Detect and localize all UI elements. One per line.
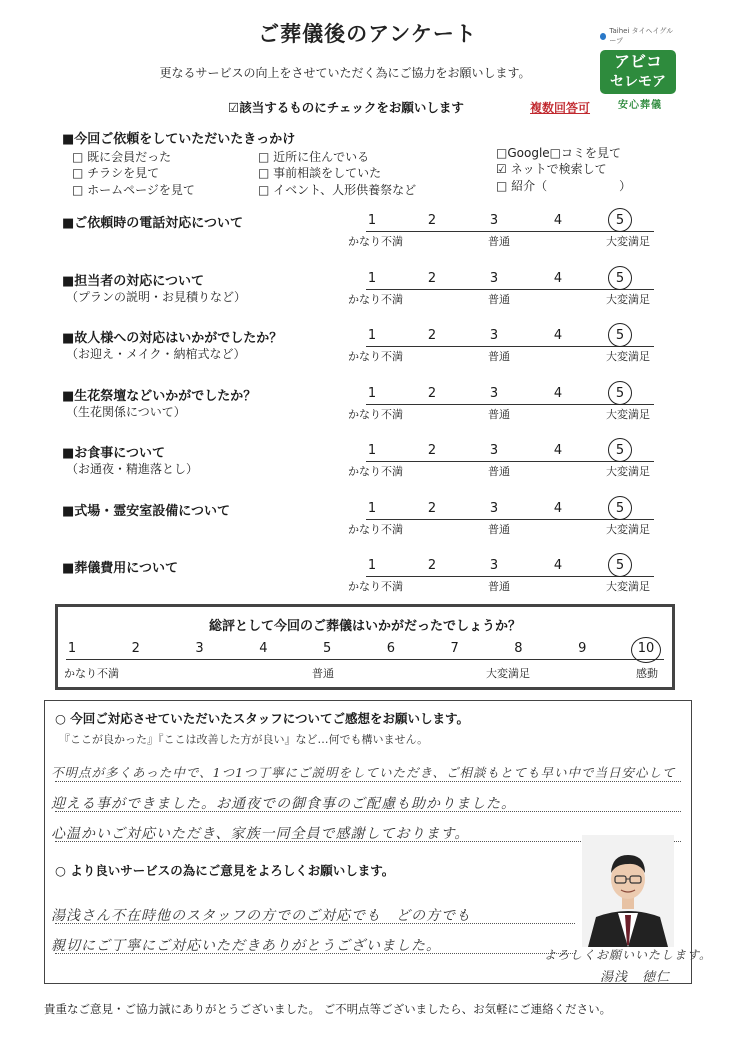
question-heading: ■故人様への対応はいかがでしたか？ (62, 331, 283, 346)
question-heading: ■生花祭壇などいかがでしたか？ (62, 389, 257, 404)
scale-option-1[interactable]: 1 (367, 501, 377, 516)
scale-label-low: かなり不満 (348, 523, 403, 536)
scale-option-5[interactable]: 5 (615, 271, 625, 286)
overall-option-5[interactable]: 5 (322, 641, 332, 656)
scale-option-5[interactable]: 5 (615, 443, 625, 458)
scale-line (366, 519, 654, 520)
logo-line-2: セレモア (610, 74, 666, 90)
scale-option-5[interactable]: 5 (615, 558, 625, 573)
staff-comment-line-1: 不明点が多くあった中で、1つ1つ丁寧にご説明をしていただき、ご相談もとても早い中で当日安心して (51, 765, 676, 780)
option-consult[interactable]: □ 事前相談をしていた (258, 166, 382, 180)
scale-option-4[interactable]: 4 (553, 328, 563, 343)
staff-photo (582, 835, 674, 947)
option-google[interactable]: □Google□コミを見て (496, 146, 621, 160)
scale-option-3[interactable]: 3 (489, 501, 499, 516)
scale-option-4[interactable]: 4 (553, 386, 563, 401)
scale-option-1[interactable]: 1 (367, 558, 377, 573)
question-subheading: （生花関係について） (66, 405, 186, 419)
scale-label-low: かなり不満 (348, 408, 403, 421)
signature-name: 湯浅 徳仁 (600, 970, 671, 985)
selected-circle (608, 438, 632, 462)
scale-option-4[interactable]: 4 (553, 558, 563, 573)
option-flyer[interactable]: □ チラシを見て (72, 166, 160, 180)
scale-label-mid: 普通 (488, 293, 510, 306)
overall-label-mid: 普通 (312, 667, 334, 680)
overall-option-1[interactable]: 1 (67, 641, 77, 656)
scale-option-2[interactable]: 2 (427, 328, 437, 343)
overall-option-10[interactable]: 10 (637, 641, 655, 656)
option-net-search[interactable]: ☑ ネットで検索して (496, 162, 607, 176)
scale-option-5[interactable]: 5 (615, 501, 625, 516)
scale-option-3[interactable]: 3 (489, 386, 499, 401)
scale-option-1[interactable]: 1 (367, 271, 377, 286)
scale-option-1[interactable]: 1 (367, 328, 377, 343)
selected-circle (608, 323, 632, 347)
scale-label-high: 大変満足 (606, 235, 650, 248)
question-subheading: （プランの説明・お見積りなど） (66, 290, 247, 304)
option-homepage[interactable]: □ ホームページを見て (72, 183, 195, 197)
scale-option-5[interactable]: 5 (615, 213, 625, 228)
scale-option-5[interactable]: 5 (615, 328, 625, 343)
scale-line (366, 231, 654, 232)
scale-label-low: かなり不満 (348, 293, 403, 306)
selected-circle (608, 208, 632, 232)
scale-label-low: かなり不満 (348, 350, 403, 363)
overall-title: 総評として今回のご葬儀はいかがだったでしょうか？ (208, 619, 521, 634)
overall-scale-line (66, 659, 664, 660)
scale-label-mid: 普通 (488, 235, 510, 248)
selected-circle (608, 381, 632, 405)
overall-option-6[interactable]: 6 (386, 641, 396, 656)
scale-option-3[interactable]: 3 (489, 328, 499, 343)
scale-label-high: 大変満足 (606, 523, 650, 536)
question-heading: ■担当者の対応について (62, 274, 205, 289)
overall-option-7[interactable]: 7 (450, 641, 459, 656)
scale-label-low: かなり不満 (348, 465, 403, 478)
scale-label-mid: 普通 (488, 408, 510, 421)
scale-option-2[interactable]: 2 (427, 443, 437, 458)
selected-circle (608, 266, 632, 290)
staff-comment-line-3: 心温かいご対応いただき、家族一同全員で感謝しております。 (51, 826, 470, 842)
option-member[interactable]: □ 既に会員だった (72, 150, 172, 164)
scale-option-2[interactable]: 2 (427, 213, 437, 228)
overall-label-low: かなり不満 (64, 667, 119, 680)
scale-option-4[interactable]: 4 (553, 443, 563, 458)
scale-option-4[interactable]: 4 (553, 213, 563, 228)
overall-selected-circle (631, 637, 661, 663)
scale-option-3[interactable]: 3 (489, 271, 499, 286)
scale-label-high: 大変満足 (606, 465, 650, 478)
scale-option-1[interactable]: 1 (367, 386, 377, 401)
opinion-line-2: 親切にご丁寧にご対応いただきありがとうございました。 (51, 938, 441, 954)
scale-label-low: かなり不満 (348, 580, 403, 593)
footer-note: 貴重なご意見・ご協力誠にありがとうございました。 ご不明点等ございましたら、お気軽にご連絡ください。 (44, 1002, 612, 1016)
question-subheading: （お迎え・メイク・納棺式など） (66, 347, 246, 361)
dotted-line (55, 781, 681, 782)
scale-option-2[interactable]: 2 (427, 558, 437, 573)
question-heading: ■葬儀費用について (62, 561, 179, 576)
group-dot-icon (600, 33, 606, 40)
check-instruction: ☑該当するものにチェックをお願いします (228, 100, 464, 115)
logo-line-1: アビコ (613, 52, 662, 71)
scale-option-3[interactable]: 3 (489, 213, 499, 228)
scale-option-1[interactable]: 1 (367, 443, 377, 458)
question-heading: ■式場・霊安室設備について (62, 504, 231, 519)
staff-hint: 『ここが良かった』『ここは改善した方が良い』など…何でも構いません。 (59, 733, 429, 746)
reason-heading: ■今回ご依頼をしていただいたきっかけ (62, 132, 296, 147)
overall-label-high: 大変満足 (486, 667, 530, 680)
scale-line (366, 346, 654, 347)
question-heading: ■ご依頼時の電話対応について (62, 216, 244, 231)
scale-label-high: 大変満足 (606, 350, 650, 363)
signature-greeting: よろしくお願いいたします。 (544, 948, 713, 962)
scale-label-high: 大変満足 (606, 293, 650, 306)
scale-label-mid: 普通 (488, 580, 510, 593)
selected-circle (608, 553, 632, 577)
selected-circle (608, 496, 632, 520)
scale-option-4[interactable]: 4 (553, 501, 563, 516)
staff-heading: ○ 今回ご対応させていただいたスタッフについてご感想をお願いします。 (55, 711, 470, 726)
question-heading: ■お食事について (62, 446, 166, 461)
overall-option-8[interactable]: 8 (514, 641, 523, 656)
scale-option-3[interactable]: 3 (489, 443, 499, 458)
scale-line (366, 461, 654, 462)
scale-option-2[interactable]: 2 (427, 271, 437, 286)
company-logo (600, 26, 680, 111)
option-referral[interactable]: □ 紹介（ ） (496, 179, 632, 193)
scale-line (366, 289, 654, 290)
staff-comment-line-2: 迎える事ができました。お通夜での御食事のご配慮も助かりました。 (51, 796, 516, 812)
scale-option-2[interactable]: 2 (427, 501, 437, 516)
overall-box (55, 604, 675, 690)
page-subtitle: 更なるサービスの向上をさせていただく為にご協力をお願いします。 (159, 66, 531, 80)
scale-label-high: 大変満足 (606, 580, 650, 593)
scale-option-2[interactable]: 2 (427, 386, 437, 401)
option-event[interactable]: □ イベント、人形供養祭など (258, 183, 417, 197)
question-subheading: （お通夜・精進落とし） (66, 462, 199, 476)
scale-line (366, 404, 654, 405)
opinion-line-1: 湯浅さん不在時他のスタッフの方でのご対応でも どの方でも (51, 908, 471, 924)
opinion-heading: ○ より良いサービスの為にご意見をよろしくお願いします。 (55, 863, 395, 878)
logo-badge (600, 50, 676, 94)
logo-sub: 安心葬儀 (618, 100, 662, 111)
overall-option-4[interactable]: 4 (259, 641, 268, 656)
scale-label-mid: 普通 (488, 523, 510, 536)
staff-portrait-icon (582, 835, 674, 947)
scale-option-4[interactable]: 4 (553, 271, 563, 286)
scale-line (366, 576, 654, 577)
scale-label-high: 大変満足 (606, 408, 650, 421)
scale-option-5[interactable]: 5 (615, 386, 625, 401)
overall-option-2[interactable]: 2 (131, 641, 140, 656)
overall-option-9[interactable]: 9 (578, 641, 587, 656)
option-neighbor[interactable]: □ 近所に住んでいる (258, 150, 370, 164)
scale-option-3[interactable]: 3 (489, 558, 499, 573)
scale-label-mid: 普通 (488, 465, 510, 478)
overall-option-3[interactable]: 3 (195, 641, 204, 656)
scale-label-low: かなり不満 (348, 235, 403, 248)
scale-label-mid: 普通 (488, 350, 510, 363)
group-label: Taihei タイヘイグループ (600, 26, 680, 46)
overall-label-top: 感動 (636, 667, 658, 680)
multiple-answer-note: 複数回答可 (530, 101, 591, 115)
page-title: ご葬儀後のアンケート (258, 22, 477, 46)
scale-option-1[interactable]: 1 (367, 213, 377, 228)
